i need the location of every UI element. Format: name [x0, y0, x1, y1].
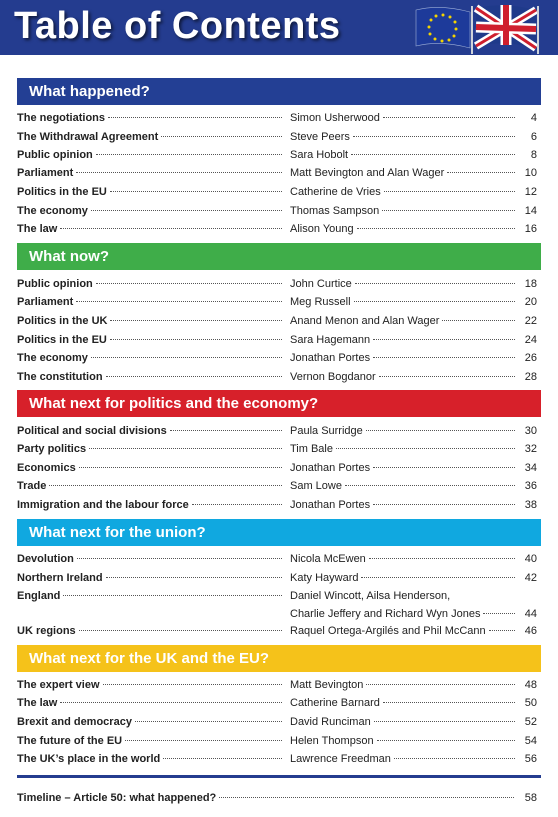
dot-leader: [108, 117, 282, 118]
entry-topic: Brexit and democracy: [17, 716, 132, 728]
entry-author: David Runciman: [290, 716, 371, 728]
dot-leader: [76, 301, 282, 302]
toc-entry[interactable]: [17, 750, 541, 768]
toc-entry[interactable]: [17, 622, 541, 640]
entry-author: Tim Bale: [290, 443, 333, 455]
dot-leader: [345, 485, 515, 486]
dot-leader: [336, 448, 515, 449]
dot-leader: [60, 228, 282, 229]
entry-topic: Economics: [17, 462, 76, 474]
entry-page: 34: [524, 462, 537, 474]
divider: [17, 775, 541, 778]
toc-entry[interactable]: [17, 477, 541, 495]
dot-leader: [489, 630, 515, 631]
dot-leader: [79, 630, 282, 631]
entry-topic: Trade: [17, 480, 47, 492]
toc-entry[interactable]: [17, 440, 541, 458]
entry-page: 44: [524, 608, 537, 620]
toc-entry[interactable]: [17, 569, 541, 587]
entry-page: 26: [524, 352, 537, 364]
entry-page: 56: [524, 753, 537, 765]
entry-page: 50: [524, 697, 537, 709]
entry-page: 54: [524, 735, 537, 747]
entry-author: Jonathan Portes: [290, 499, 371, 511]
dot-leader: [447, 172, 515, 173]
entry-page: 48: [524, 679, 537, 691]
dot-leader: [77, 558, 282, 559]
entry-author: John Curtice: [290, 278, 352, 290]
entry-topic: Political and social divisions: [17, 425, 167, 437]
dot-leader: [192, 504, 282, 505]
section-heading-union: What next for the union?: [17, 519, 541, 546]
dot-leader: [355, 283, 515, 284]
dot-leader: [49, 485, 282, 486]
section-heading-uk-eu: What next for the UK and the EU?: [17, 645, 541, 672]
dot-leader: [373, 339, 515, 340]
dot-leader: [63, 595, 282, 596]
toc-entry-timeline[interactable]: [17, 789, 541, 807]
toc-entry[interactable]: [17, 128, 541, 146]
toc-entry[interactable]: [17, 275, 541, 293]
entry-topic: The economy: [17, 205, 88, 217]
entry-author: Vernon Bogdanor: [290, 371, 376, 383]
entry-author-line2: Charlie Jeffery and Richard Wyn Jones: [290, 608, 481, 620]
toc-entry[interactable]: [17, 676, 541, 694]
toc-entry[interactable]: [17, 368, 541, 386]
entry-author: Jonathan Portes: [290, 462, 371, 474]
dot-leader: [106, 577, 282, 578]
dot-leader: [373, 504, 515, 505]
dot-leader: [353, 136, 515, 137]
dot-leader: [383, 702, 515, 703]
entry-author: Matt Bevington and Alan Wager: [290, 167, 445, 179]
entry-page: 10: [524, 167, 537, 179]
dot-leader: [161, 136, 282, 137]
entry-topic: Northern Ireland: [17, 572, 103, 584]
dot-leader: [125, 740, 282, 741]
entry-author: Thomas Sampson: [290, 205, 380, 217]
entry-topic: Public opinion: [17, 278, 93, 290]
entry-author: Katy Hayward: [290, 572, 359, 584]
entry-topic: The Withdrawal Agreement: [17, 131, 159, 143]
dot-leader: [103, 684, 282, 685]
entry-topic: Parliament: [17, 167, 74, 179]
entry-author: Nicola McEwen: [290, 553, 366, 565]
entry-topic: The expert view: [17, 679, 100, 691]
dot-leader: [369, 558, 515, 559]
toc-entry[interactable]: [17, 587, 541, 623]
toc-entry[interactable]: [17, 713, 541, 731]
toc-entry[interactable]: [17, 459, 541, 477]
entry-topic: Parliament: [17, 296, 74, 308]
dot-leader: [79, 467, 282, 468]
entry-page: 6: [530, 131, 537, 143]
dot-leader: [163, 758, 282, 759]
entry-topic: Politics in the EU: [17, 334, 107, 346]
uk-flag-icon: [476, 5, 536, 48]
entry-author: Anand Menon and Alan Wager: [290, 315, 440, 327]
toc-entry[interactable]: [17, 164, 541, 182]
toc-entry[interactable]: [17, 183, 541, 201]
toc-entry[interactable]: [17, 550, 541, 568]
entry-page: 24: [524, 334, 537, 346]
entry-author: Steve Peers: [290, 131, 350, 143]
section-heading-what-happened: What happened?: [17, 78, 541, 105]
dot-leader: [91, 210, 282, 211]
toc-entry[interactable]: [17, 732, 541, 750]
entry-topic: Party politics: [17, 443, 87, 455]
dot-leader: [377, 740, 515, 741]
toc-entry[interactable]: [17, 694, 541, 712]
dot-leader: [106, 376, 282, 377]
entry-page: 38: [524, 499, 537, 511]
entry-author: Lawrence Freedman: [290, 753, 391, 765]
entry-author: Catherine Barnard: [290, 697, 380, 709]
entry-topic: The negotiations: [17, 112, 105, 124]
entry-page: 4: [530, 112, 537, 124]
entry-author: Catherine de Vries: [290, 186, 381, 198]
entry-topic: Immigration and the labour force: [17, 499, 189, 511]
dot-leader: [96, 154, 282, 155]
dot-leader: [110, 191, 282, 192]
entry-topic: Timeline – Article 50: what happened?: [17, 792, 217, 804]
toc-entry[interactable]: [17, 220, 541, 238]
entry-topic: The law: [17, 223, 58, 235]
dot-leader: [351, 154, 515, 155]
dot-leader: [366, 430, 515, 431]
entry-author: Matt Bevington: [290, 679, 364, 691]
entry-author: Jonathan Portes: [290, 352, 371, 364]
entry-author: Alison Young: [290, 223, 354, 235]
entry-page: 12: [524, 186, 537, 198]
entry-topic: UK regions: [17, 625, 76, 637]
toc-entry[interactable]: [17, 349, 541, 367]
dot-leader: [374, 721, 515, 722]
dot-leader: [135, 721, 282, 722]
entry-page: 40: [524, 553, 537, 565]
entry-topic: The law: [17, 697, 58, 709]
entry-author: Raquel Ortega-Argilés and Phil McCann: [290, 625, 486, 637]
entry-topic: England: [17, 590, 61, 602]
entry-topic: Public opinion: [17, 149, 93, 161]
toc-entry[interactable]: [17, 202, 541, 220]
entry-topic: Devolution: [17, 553, 74, 565]
section-heading-what-now: What now?: [17, 243, 541, 270]
dot-leader: [379, 376, 515, 377]
entry-topic: The UK’s place in the world: [17, 753, 161, 765]
entry-page: 46: [524, 625, 537, 637]
dot-leader: [384, 191, 515, 192]
entry-page: 28: [524, 371, 537, 383]
entry-page: 22: [524, 315, 537, 327]
entry-topic: Politics in the EU: [17, 186, 107, 198]
entry-topic: The future of the EU: [17, 735, 123, 747]
toc-entry[interactable]: [17, 331, 541, 349]
entry-page: 20: [524, 296, 537, 308]
entry-page: 58: [524, 792, 537, 804]
entry-page: 16: [524, 223, 537, 235]
dot-leader: [442, 320, 515, 321]
dot-leader: [219, 797, 514, 798]
entry-author: Meg Russell: [290, 296, 351, 308]
toc-entry[interactable]: [17, 146, 541, 164]
section-heading-politics-economy: What next for politics and the economy?: [17, 390, 541, 417]
dot-leader: [366, 684, 515, 685]
page-title: Table of Contents: [14, 5, 341, 47]
entry-author: Paula Surridge: [290, 425, 363, 437]
dot-leader: [91, 357, 282, 358]
dot-leader: [110, 320, 282, 321]
toc-entry[interactable]: [17, 293, 541, 311]
entry-author: Sara Hagemann: [290, 334, 371, 346]
dot-leader: [373, 467, 515, 468]
dot-leader: [354, 301, 515, 302]
toc-entry[interactable]: [17, 422, 541, 440]
dot-leader: [76, 172, 282, 173]
entry-author: Helen Thompson: [290, 735, 374, 747]
dot-leader: [394, 758, 515, 759]
dot-leader: [60, 702, 282, 703]
entry-page: 36: [524, 480, 537, 492]
dot-leader: [96, 283, 282, 284]
entry-page: 18: [524, 278, 537, 290]
dot-leader: [89, 448, 282, 449]
dot-leader: [170, 430, 282, 431]
dot-leader: [373, 357, 515, 358]
eu-flag-icon: [416, 7, 470, 48]
entry-topic: Politics in the UK: [17, 315, 108, 327]
dot-leader: [382, 210, 515, 211]
entry-page: 42: [524, 572, 537, 584]
entry-topic: The economy: [17, 352, 88, 364]
toc-entry[interactable]: [17, 312, 541, 330]
entry-author: Sam Lowe: [290, 480, 342, 492]
title-banner: [0, 0, 558, 55]
entry-page: 30: [524, 425, 537, 437]
entry-page: 32: [524, 443, 537, 455]
eu-uk-flags-icon: [410, 2, 550, 54]
entry-author: Simon Usherwood: [290, 112, 380, 124]
dot-leader: [357, 228, 515, 229]
dot-leader: [110, 339, 282, 340]
toc-entry[interactable]: [17, 496, 541, 514]
dot-leader: [383, 117, 515, 118]
entry-author: Sara Hobolt: [290, 149, 349, 161]
entry-page: 52: [524, 716, 537, 728]
dot-leader: [361, 577, 515, 578]
dot-leader: [483, 613, 515, 614]
entry-page: 14: [524, 205, 537, 217]
toc-entry[interactable]: [17, 109, 541, 127]
entry-topic: The constitution: [17, 371, 103, 383]
entry-page: 8: [530, 149, 537, 161]
entry-author: Daniel Wincott, Ailsa Henderson,: [290, 590, 451, 602]
